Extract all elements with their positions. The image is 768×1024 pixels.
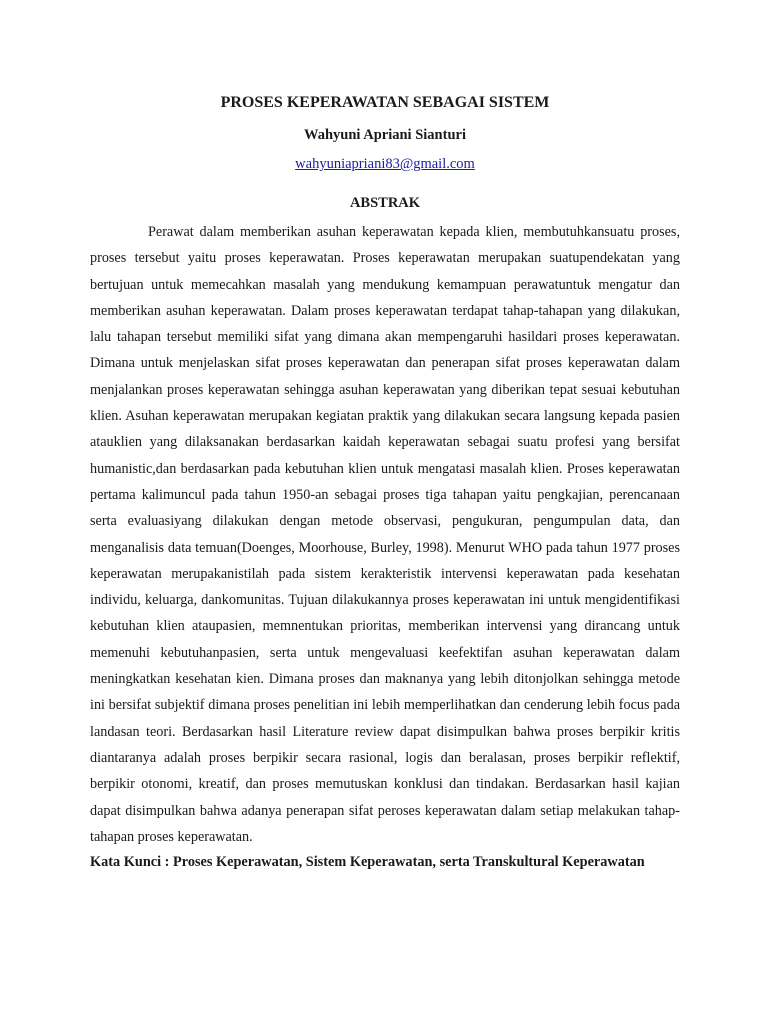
email-link[interactable]: wahyuniapriani83@gmail.com: [295, 156, 475, 172]
keywords-line: Kata Kunci : Proses Keperawatan, Sistem Keperawatan, serta Transkultural Keperawatan: [90, 854, 645, 871]
author-email: [90, 155, 680, 173]
abstract-heading: ABSTRAK: [349, 195, 421, 211]
paper-title: PROSES KEPERAWATAN SEBAGAI SISTEM: [220, 94, 550, 111]
document-page: [90, 93, 680, 874]
abstract-body: Perawat dalam memberikan asuhan keperawatan kepada klien, membutuhkansuatu proses, proses tersebut yaitu proses keperawatan. Proses keperawatan merupakan suatupendekatan yang bertujuan untuk memecahkan masalah yang mendukung kemampuan perawatuntuk mengatur dan memberikan asuhan keperawatan. Dalam proses keperawatan terdapat tahap-tahapan yang dilakukan, lalu tahapan tersebut memiliki sifat yang dimana akan mempengaruhi hasildari proses keperawatan. Dimana untuk menjelaskan sifat proses keperawatan dan penerapan sifat proses keperawatan dalam menjalankan proses keperawatan sehingga asuhan keperawatan yang diberikan tepat sesuai kebutuhan klien. Asuhan keperawatan merupakan kegiatan praktik yang dilakukan secara langsung kepada pasien atauklien yang dilaksanakan berdasarkan kaidah keperawatan sebagai suatu profesi yang bersifat humanistic,dan berdasarkan pada kebutuhan klien untuk mengatasi masalah klien. Proses keperawatan pertama kalimuncul pada tahun 1950-an sebagai proses tiga tahapan yaitu pengkajian, perencanaan serta evaluasiyang dilakukan dengan metode observasi, pengukuran, pengumpulan data, dan menganalisis data temuan(Doenges, Moorhouse, Burley, 1998). Menurut WHO pada tahun 1977 proses keperawatan merupakanistilah pada sistem kerakteristik intervensi keperawatan pada kesehatan individu, keluarga, dankomunitas. Tujuan dilakukannya proses keperawatan ini untuk mengidentifikasi kebutuhan klien ataupasien, memnentukan prioritas, memberikan intervensi yang dirancang untuk memenuhi kebutuhanpasien, serta untuk mengevaluasi keefektifan asuhan keperawatan dalam meningkatkan kesehatan kien. Dimana proses dan maknanya yang lebih ditonjolkan sehingga metode ini bersifat subjektif dimana proses penelitian ini lebih memperlihatkan dan cenderung lebih focus pada landasan teori. Berdasarkan hasil Literature review dapat disimpulkan bahwa proses berpikir kritis diantaranya adalah proses berpikir secara rasional, logis dan beralasan, proses berpikir reflektif, berpikir otonomi, kreatif, dan proses memutuskan konklusi dan tindakan. Berdasarkan hasil kajian dapat disimpulkan bahwa adanya penerapan sifat peroses keperawatan dalam setiap melakukan tahap-tahapan proses keperawatan.: [90, 224, 680, 845]
author-name: Wahyuni Apriani Sianturi: [304, 127, 466, 143]
